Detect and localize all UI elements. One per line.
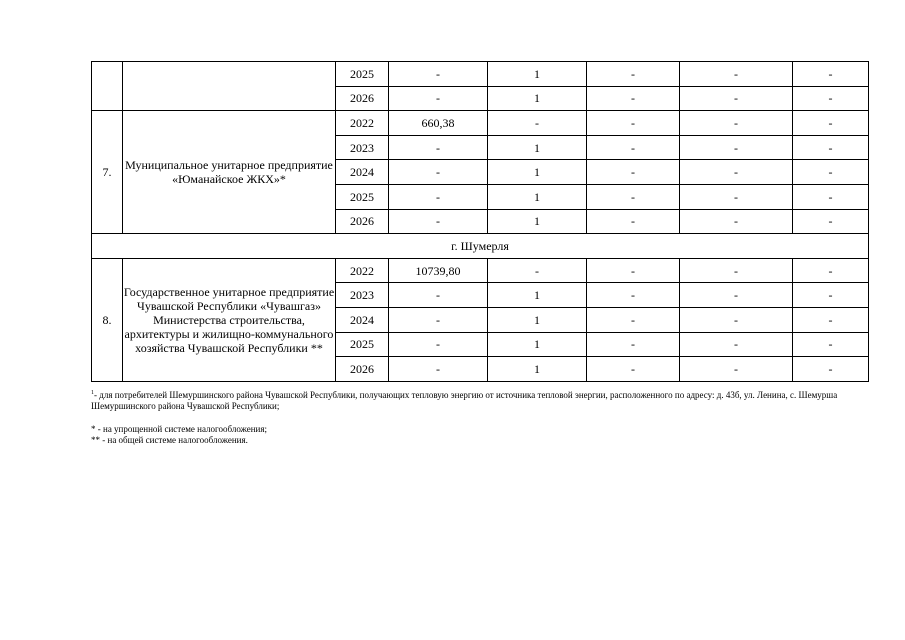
value-cell: 1 — [488, 135, 587, 160]
year-cell: 2022 — [336, 258, 389, 283]
value-cell: - — [587, 258, 680, 283]
value-cell: 1 — [488, 184, 587, 209]
value-cell: - — [793, 332, 869, 357]
value-cell: - — [680, 357, 793, 382]
year-cell: 2026 — [336, 86, 389, 111]
value-cell: - — [680, 135, 793, 160]
year-cell: 2026 — [336, 357, 389, 382]
entity-name-cell: Муниципальное унитарное предприятие «Юманайское ЖКХ»* — [123, 111, 336, 234]
value-cell: - — [587, 62, 680, 87]
footnote-1 — [91, 390, 871, 412]
entity-name-cell — [123, 62, 336, 111]
value-cell: - — [587, 160, 680, 185]
value-cell: 1 — [488, 86, 587, 111]
value-cell: - — [793, 357, 869, 382]
year-cell: 2025 — [336, 332, 389, 357]
value-cell: - — [389, 209, 488, 234]
value-cell: - — [680, 86, 793, 111]
value-cell: 660,38 — [389, 111, 488, 136]
entity-name-cell: Государственное унитарное предприятие Чувашской Республики «Чувашгаз» Министерства строительства, архитектуры и жилищно-коммунального хозяйства Чувашской Республики ** — [123, 258, 336, 381]
value-cell: 1 — [488, 307, 587, 332]
entity-number-cell — [92, 62, 123, 111]
value-cell: - — [680, 307, 793, 332]
value-cell: - — [587, 111, 680, 136]
section-heading: г. Шумерля — [92, 234, 869, 259]
value-cell: - — [587, 135, 680, 160]
value-cell: - — [389, 62, 488, 87]
value-cell: - — [587, 86, 680, 111]
value-cell: - — [587, 283, 680, 308]
value-cell: - — [793, 307, 869, 332]
year-cell: 2024 — [336, 160, 389, 185]
value-cell: - — [793, 135, 869, 160]
value-cell: - — [587, 357, 680, 382]
value-cell: - — [680, 283, 793, 308]
value-cell: - — [680, 258, 793, 283]
value-cell: - — [389, 357, 488, 382]
value-cell: - — [587, 307, 680, 332]
value-cell: - — [587, 184, 680, 209]
value-cell: 1 — [488, 357, 587, 382]
value-cell: - — [680, 184, 793, 209]
footnote-1-text: - для потребителей Шемуршинского района Чувашской Республики, получающих тепловую энергию от источника тепловой энергии, расположенного по адресу: д. 43б, ул. Ленина, с. Шемурша Шемуршинского района Чувашской Республики; — [91, 390, 838, 411]
footnote-marker: 1 — [91, 390, 94, 396]
table-row — [92, 62, 869, 87]
footnotes — [91, 390, 871, 446]
table-row — [92, 258, 869, 283]
footnote-double-star: ** - на общей системе налогообложения. — [91, 435, 248, 445]
year-cell: 2023 — [336, 135, 389, 160]
value-cell: - — [680, 209, 793, 234]
value-cell: - — [587, 209, 680, 234]
value-cell: 1 — [488, 62, 587, 87]
value-cell: - — [680, 62, 793, 87]
entity-number-cell: 7. — [92, 111, 123, 234]
value-cell: - — [793, 184, 869, 209]
value-cell: - — [793, 111, 869, 136]
value-cell: - — [793, 258, 869, 283]
value-cell: - — [680, 332, 793, 357]
value-cell: - — [389, 184, 488, 209]
year-cell: 2024 — [336, 307, 389, 332]
value-cell: - — [680, 160, 793, 185]
value-cell: 1 — [488, 160, 587, 185]
value-cell: - — [389, 283, 488, 308]
year-cell: 2025 — [336, 62, 389, 87]
entity-number-cell: 8. — [92, 258, 123, 381]
value-cell: - — [793, 209, 869, 234]
value-cell: - — [793, 160, 869, 185]
year-cell: 2025 — [336, 184, 389, 209]
value-cell: - — [389, 135, 488, 160]
value-cell: 10739,80 — [389, 258, 488, 283]
footnote-star: * - на упрощенной системе налогообложения; — [91, 424, 268, 434]
value-cell: - — [389, 332, 488, 357]
year-cell: 2026 — [336, 209, 389, 234]
tariff-table — [91, 61, 869, 382]
value-cell: 1 — [488, 209, 587, 234]
year-cell: 2023 — [336, 283, 389, 308]
value-cell: - — [488, 111, 587, 136]
year-cell: 2022 — [336, 111, 389, 136]
value-cell: 1 — [488, 332, 587, 357]
table-row — [92, 111, 869, 136]
value-cell: - — [793, 283, 869, 308]
value-cell: - — [587, 332, 680, 357]
section-heading-row — [92, 234, 869, 259]
value-cell: - — [389, 307, 488, 332]
value-cell: - — [488, 258, 587, 283]
value-cell: 1 — [488, 283, 587, 308]
value-cell: - — [793, 86, 869, 111]
value-cell: - — [680, 111, 793, 136]
value-cell: - — [389, 160, 488, 185]
value-cell: - — [793, 62, 869, 87]
value-cell: - — [389, 86, 488, 111]
